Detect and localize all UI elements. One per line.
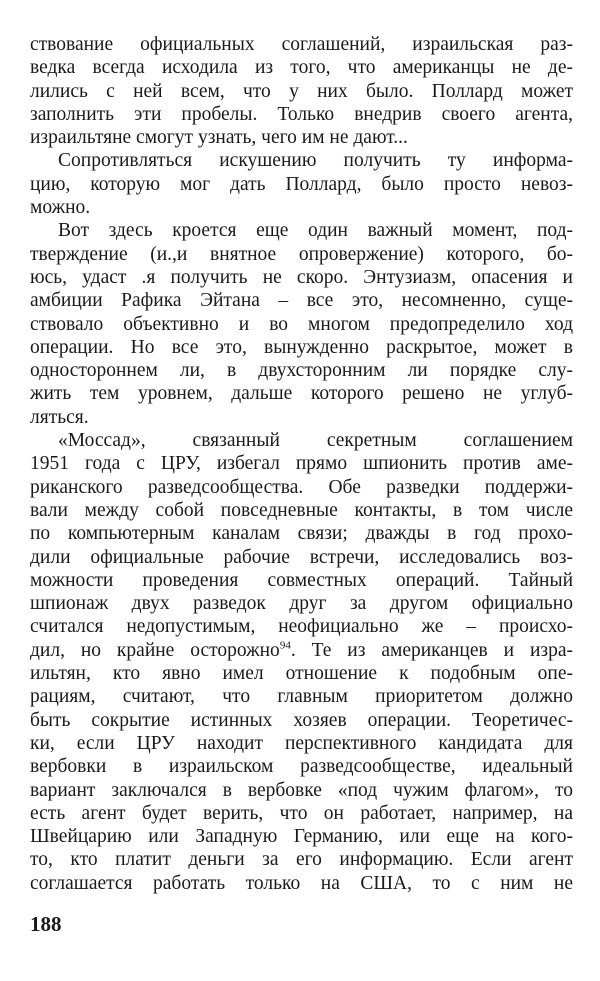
text-line: [30, 639, 573, 662]
line-text: операции. Но все это, вынужденно раскрытое, может в: [30, 336, 573, 358]
text-line: [30, 336, 573, 359]
text-line: [30, 406, 573, 429]
text-line: [30, 173, 573, 196]
line-text: жить тем уровнем, дальше которого решено не углуб-: [30, 383, 573, 405]
line-text: дил, но крайне осторожно: [30, 639, 280, 661]
line-text: рациям, считают, что главным приоритетом должно: [30, 686, 573, 708]
line-text: дили официальные рабочие встречи, исследовались воз-: [30, 546, 573, 568]
text-line: [30, 80, 573, 103]
line-text: вербовки в израильском разведсообществе, идеальный: [30, 756, 573, 778]
line-text: тверждение (и.,и внятное опровержение) которого, бо-: [30, 243, 573, 265]
line-text: шпионаж двух разведок друг за другом официально: [30, 593, 573, 615]
text-line: [30, 499, 573, 522]
text-line: [30, 103, 573, 126]
text-line: [30, 615, 573, 638]
text-line: [30, 313, 573, 336]
line-text: ляться.: [30, 406, 89, 428]
text-line: [30, 825, 573, 848]
line-text: заполнить эти пробелы. Только внедрив своего агента,: [30, 103, 573, 125]
text-line: [30, 569, 573, 592]
line-text: ведка всегда исходила из того, что американцы не де-: [30, 57, 573, 79]
line-text: ствование официальных соглашений, израильская раз-: [30, 34, 573, 55]
text-line: [30, 126, 573, 149]
line-text: вали между собой повседневные контакты, в том числе: [30, 499, 573, 521]
line-text: считался недопустимым, неофициально же – происхо-: [30, 616, 573, 638]
line-text: ильтян, кто явно имел отношение к подобным опе-: [30, 663, 573, 685]
line-text: есть агент будет верить, что он работает, например, на: [30, 802, 573, 824]
text-line: [30, 476, 573, 499]
line-text: риканского разведсообщества. Обе разведки поддержи-: [30, 476, 573, 498]
text-line: [30, 732, 573, 755]
text-line: [30, 592, 573, 615]
text-line: [30, 382, 573, 405]
line-text: по компьютерным каналам связи; дважды в год прохо-: [30, 523, 573, 545]
text-line: [30, 266, 573, 289]
text-line: [30, 848, 573, 871]
line-text: одностороннем ли, в двухсторонним ли порядке слу-: [30, 360, 573, 382]
line-text: вариант заключался в вербовке «под чужим флагом», то: [30, 779, 573, 801]
line-text: «Моссад», связанный секретным соглашением: [58, 430, 573, 452]
text-line: [30, 359, 573, 382]
text-line: [30, 219, 573, 242]
text-line: [30, 289, 573, 312]
footnote-marker: 94: [279, 639, 291, 652]
text-line: [30, 196, 573, 219]
text-line: [30, 33, 573, 56]
line-text: Швейцарию или Западную Германию, или еще на кого-: [30, 826, 573, 848]
text-line: [30, 709, 573, 732]
line-text: 1951 года с ЦРУ, избегал прямо шпионить против аме-: [30, 453, 573, 475]
page-number: 188: [30, 912, 62, 936]
line-text: можности проведения совместных операций. Тайный: [30, 569, 573, 591]
text-line: [30, 779, 573, 802]
text-line: [30, 546, 573, 569]
text-line: [30, 755, 573, 778]
line-text: лились с ней всем, что у них было. Поллард может: [30, 80, 573, 102]
text-line: [30, 56, 573, 79]
line-text: амбиции Рафика Эйтана – все это, несомненно, суще-: [30, 290, 573, 312]
line-text: соглашается работать только на США, то с ним не: [30, 872, 573, 894]
text-line: [30, 429, 573, 452]
text-line: [30, 685, 573, 708]
line-text: израильтяне смогут узнать, чего им не дают...: [30, 127, 408, 149]
line-text: . Те из американцев и изра-: [290, 639, 573, 661]
line-text: цию, которую мог дать Поллард, было просто невоз-: [30, 173, 573, 195]
line-text: Вот здесь кроется еще один важный момент, под-: [58, 220, 573, 242]
text-line: [30, 872, 573, 895]
line-text: быть сокрытие истинных хозяев операции. Теоретичес-: [30, 709, 573, 731]
line-text: можно.: [30, 197, 91, 219]
line-text: Сопротивляться искушению получить ту информа-: [58, 150, 573, 172]
line-text: юсь, удаст .я получить не скоро. Энтузиазм, опасения и: [30, 266, 573, 288]
text-line: [30, 149, 573, 172]
text-line: [30, 452, 573, 475]
book-page-text: [30, 33, 573, 895]
line-text: ки, если ЦРУ находит перспективного кандидата для: [30, 732, 573, 754]
line-text: то, кто платит деньги за его информацию. Если агент: [30, 849, 573, 871]
text-line: [30, 522, 573, 545]
text-line: [30, 802, 573, 825]
line-text: ствовало объективно и во многом предопределило ход: [30, 313, 573, 335]
text-line: [30, 662, 573, 685]
text-line: [30, 243, 573, 266]
